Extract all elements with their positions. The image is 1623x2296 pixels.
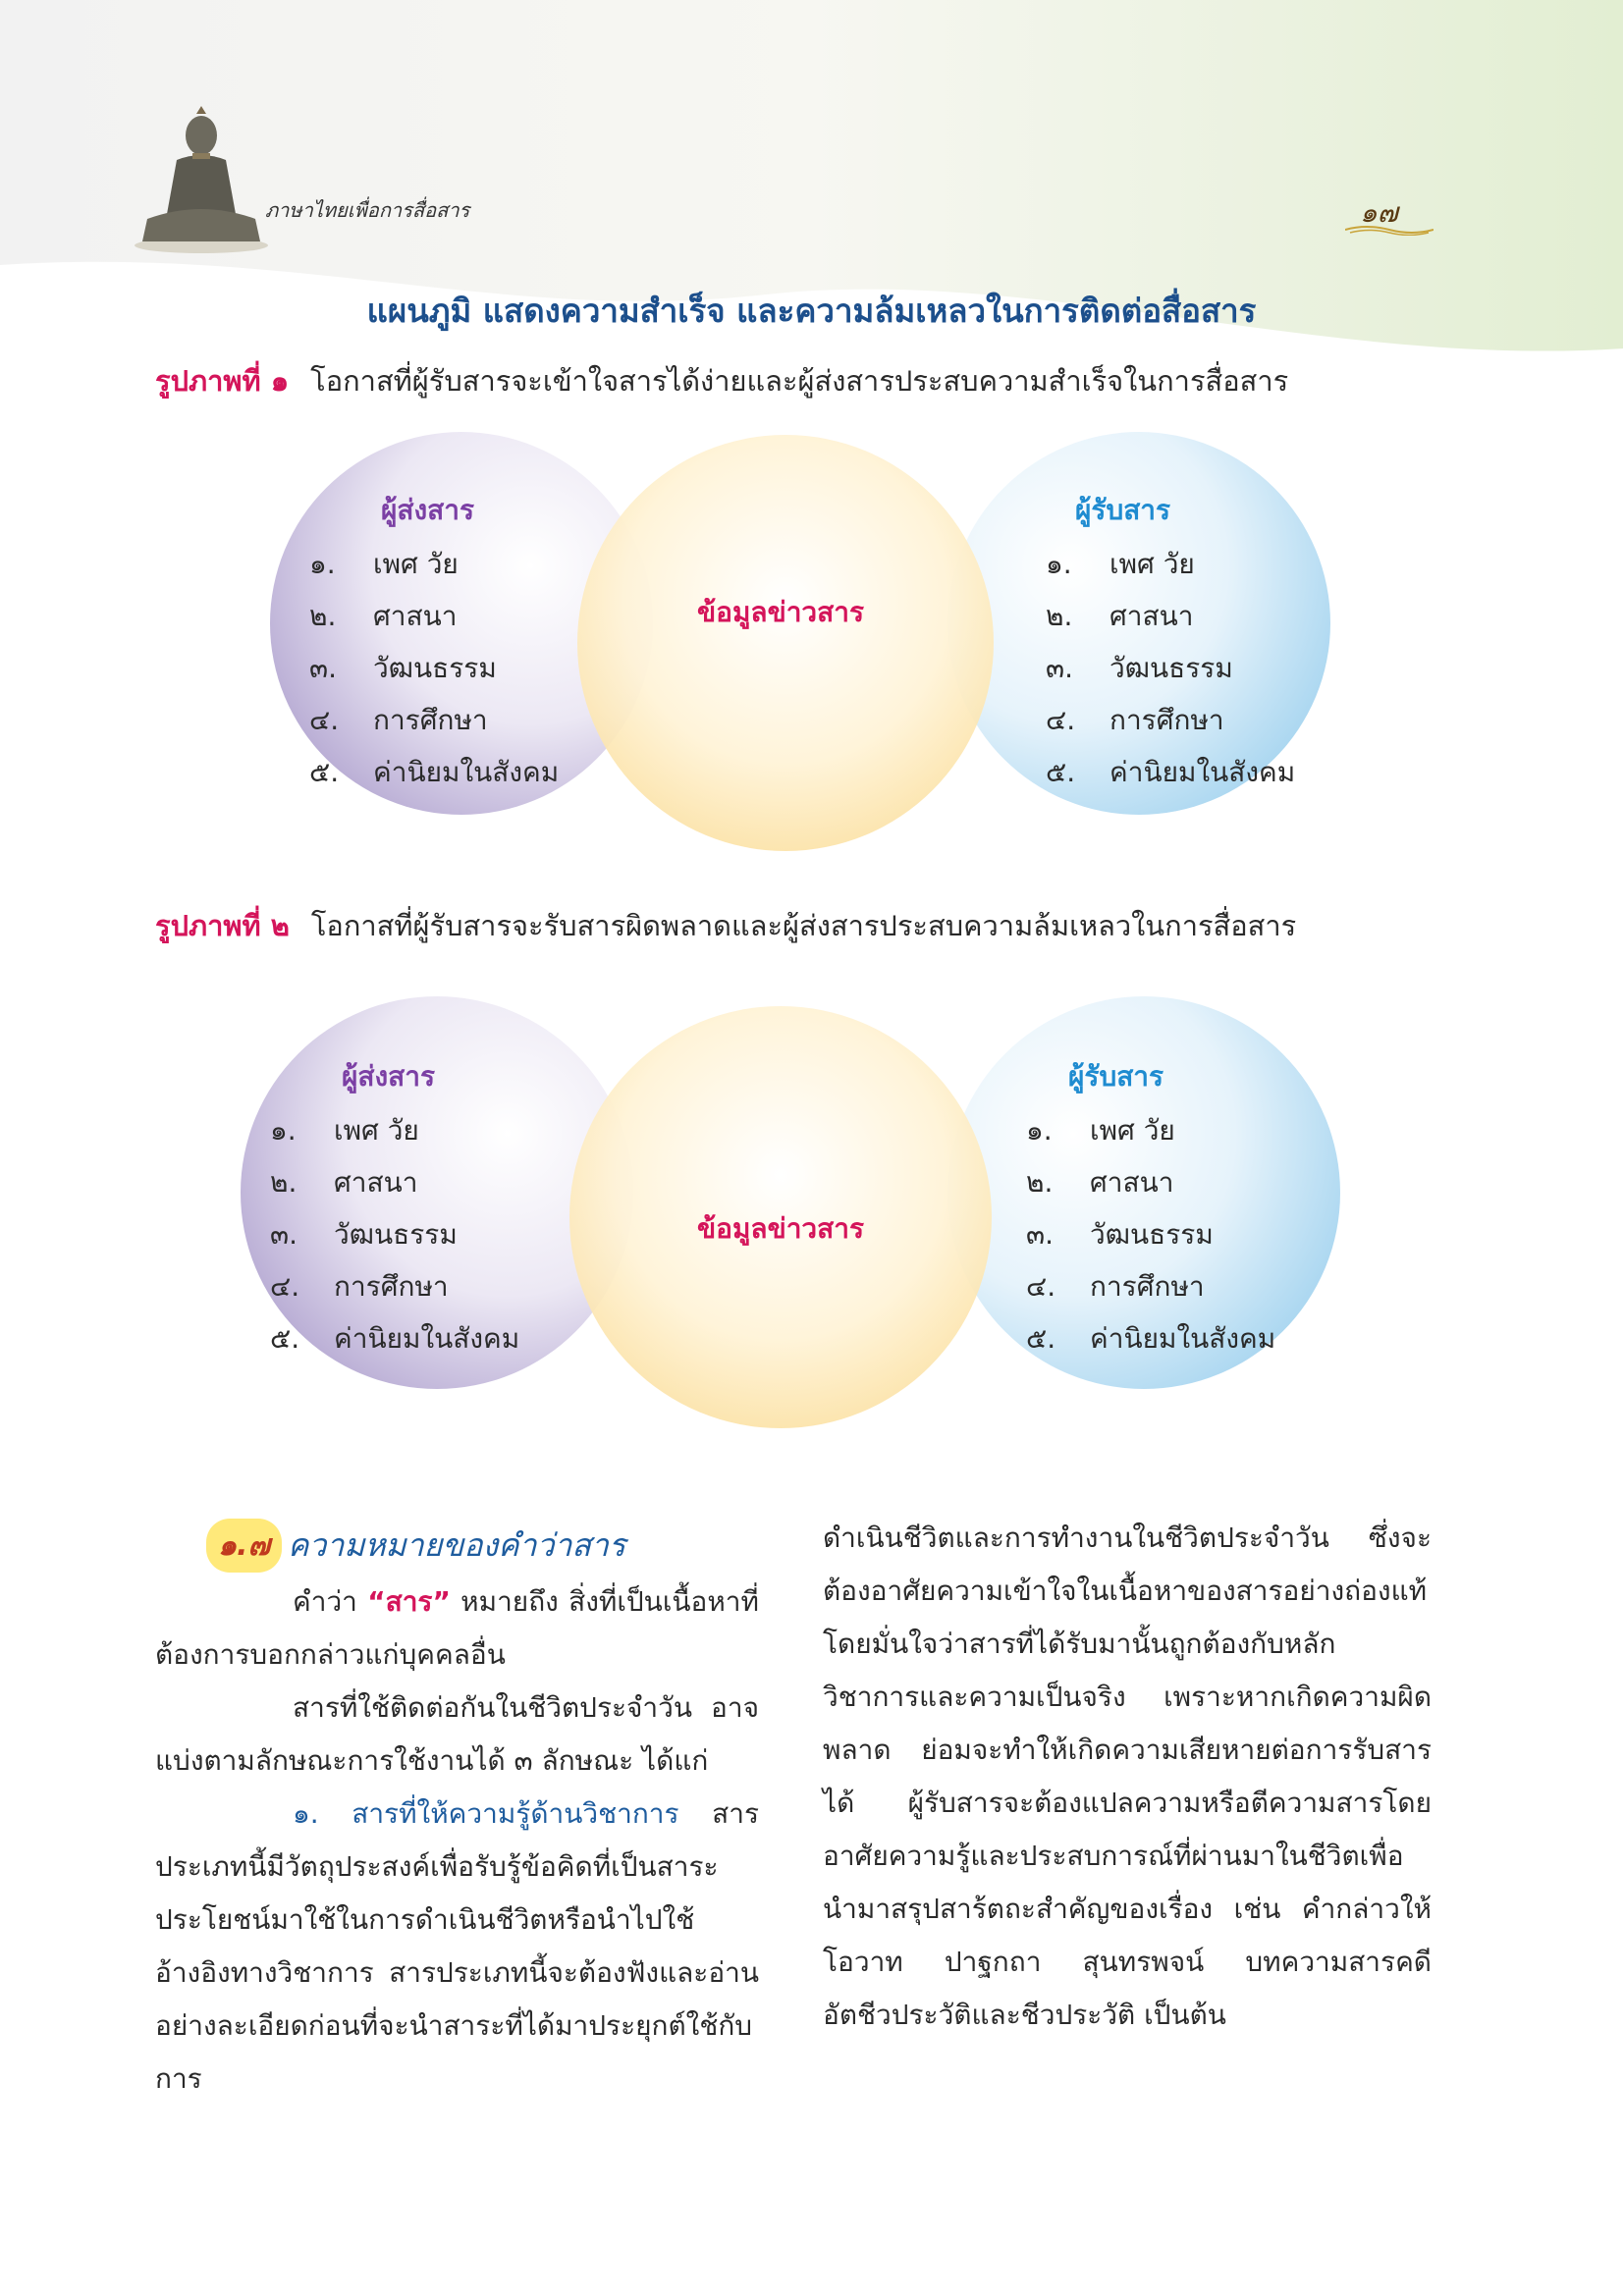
list-item: ๔. การศึกษา — [1046, 704, 1224, 736]
list-item: ๕. ค่านิยมในสังคม — [309, 756, 560, 788]
quoted-term: “สาร” — [367, 1585, 451, 1618]
sender-list — [309, 538, 559, 798]
list-item: ๓. วัฒนธรรม — [309, 652, 497, 684]
receiver-title: ผู้รับสาร — [1075, 494, 1171, 526]
sender-list — [270, 1104, 519, 1364]
list-item: ๕. ค่านิยมในสังคม — [270, 1322, 520, 1355]
page-number-ornament — [1345, 224, 1434, 236]
receiver-list — [1046, 538, 1295, 798]
body-left-column — [155, 1575, 759, 2106]
list-item: ๓. วัฒนธรรม — [1046, 652, 1233, 684]
list-item: ๒. ศาสนา — [1046, 600, 1194, 632]
message-label: ข้อมูลข่าวสาร — [697, 596, 865, 628]
figure-1-caption-text: โอกาสที่ผู้รับสารจะเข้าใจสารได้ง่ายและผู้ส่งสารประสบความสำเร็จในการสื่อสาร — [310, 364, 1289, 398]
figure-2-label: รูปภาพที่ ๒ — [155, 909, 290, 942]
section-heading — [206, 1520, 625, 1571]
list-item: ๑. เพศ วัย — [1026, 1114, 1175, 1147]
figure-1-caption — [155, 358, 1288, 403]
section-title: ความหมายของคำว่าสาร — [288, 1525, 626, 1564]
paragraph: ๑. สารที่ให้ความรู้ด้านวิชาการ สารประเภทนี้มีวัตถุประสงค์เพื่อรับรู้ข้อคิดที่เป็นสาระประโยชน์มาใช้ในการดำเนินชีวิตหรือนำไปใช้อ้างอิงทางวิชาการ สารประเภทนี้จะต้องฟังและอ่านอย่างละเอียดก่อนที่จะนำสาระที่ได้มาประยุกต์ใช้กับการ — [155, 1797, 759, 2095]
subheading: ๑. สารที่ให้ความรู้ด้านวิชาการ — [293, 1797, 679, 1830]
list-item: ๑. เพศ วัย — [270, 1114, 419, 1147]
figure-2-venn-diagram — [216, 996, 1355, 1428]
list-item: ๓. วัฒนธรรม — [1026, 1218, 1214, 1251]
list-item: ๕. ค่านิยมในสังคม — [1026, 1322, 1276, 1355]
list-item: ๓. วัฒนธรรม — [270, 1218, 458, 1251]
figure-1-label: รูปภาพที่ ๑ — [155, 364, 290, 398]
list-item: ๔. การศึกษา — [270, 1270, 449, 1303]
sender-title: ผู้ส่งสาร — [381, 494, 475, 526]
receiver-list — [1026, 1104, 1275, 1364]
list-item: ๑. เพศ วัย — [1046, 548, 1195, 580]
list-item: ๔. การศึกษา — [1026, 1270, 1205, 1303]
section-number-badge: ๑.๗ — [206, 1519, 282, 1573]
paragraph: ดำเนินชีวิตและการทำงานในชีวิตประจำวัน ซึ่งจะต้องอาศัยความเข้าใจในเนื้อหาของสารอย่างถ่องแท้ โดยมั่นใจว่าสารที่ได้รับมานั้นถูกต้องกับหลักวิชาการและความเป็นจริง เพราะหากเกิดความผิดพลาด ย่อมจะทำให้เกิดความเสียหายต่อการรับสารได้ ผู้รับสารจะต้องแปลความหรือตีความสารโดยอาศัยความรู้และประสบการณ์ที่ผ่านมาในชีวิตเพื่อนำมาสรุปสาร้ตถะสำคัญของเรื่อง เช่น คำกล่าวให้โอวาท ปาฐกถา สุนทรพจน์ บทความสารคดี อัตชีวประวัติและชีวประวัติ เป็นต้น — [823, 1522, 1432, 2031]
body-right-column — [823, 1512, 1432, 2042]
paragraph: สารที่ใช้ติดต่อกันในชีวิตประจำวัน อาจแบ่งตามลักษณะการใช้งานได้ ๓ ลักษณะ ได้แก่ — [155, 1691, 759, 1777]
receiver-title: ผู้รับสาร — [1068, 1060, 1164, 1093]
list-item: ๕. ค่านิยมในสังคม — [1046, 756, 1296, 788]
buddha-statue-icon — [128, 106, 275, 253]
list-item: ๔. การศึกษา — [309, 704, 488, 736]
figure-2-caption — [155, 903, 1296, 948]
message-circle — [577, 435, 994, 851]
paragraph: คำว่า “สาร” หมายถึง สิ่งที่เป็นเนื้อหาที่ต้องการบอกกล่าวแก่บุคคลอื่น — [155, 1585, 759, 1671]
header-title: ภาษาไทยเพื่อการสื่อสาร — [265, 198, 470, 222]
figure-1-venn-diagram — [236, 432, 1355, 864]
figure-2-caption-text: โอกาสที่ผู้รับสารจะรับสารผิดพลาดและผู้ส่งสารประสบความล้มเหลวในการสื่อสาร — [310, 909, 1297, 942]
list-item: ๒. ศาสนา — [270, 1166, 418, 1199]
message-label: ข้อมูลข่าวสาร — [697, 1212, 865, 1245]
sender-title: ผู้ส่งสาร — [342, 1060, 436, 1093]
main-title: แผนภูมิ แสดงความสำเร็จ และความล้มเหลวในการติดต่อสื่อสาร — [366, 292, 1257, 330]
list-item: ๑. เพศ วัย — [309, 548, 459, 580]
page-number: ๑๗ — [1360, 196, 1398, 229]
list-item: ๒. ศาสนา — [1026, 1166, 1174, 1199]
list-item: ๒. ศาสนา — [309, 600, 458, 632]
